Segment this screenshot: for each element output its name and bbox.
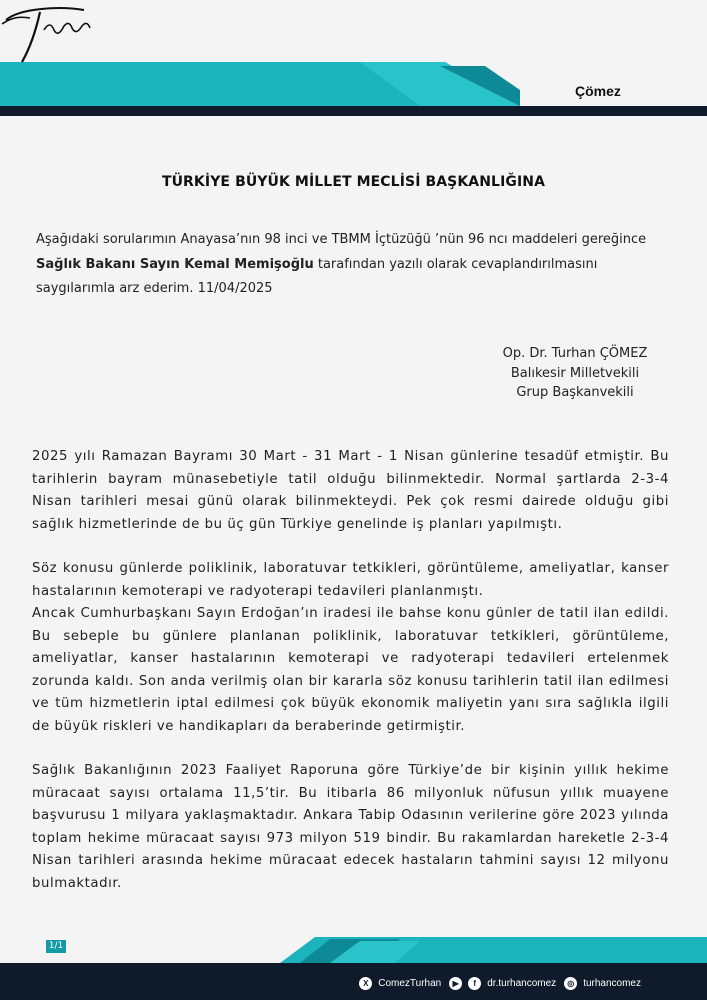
signature-role-1: Balıkesir Milletvekili [510, 365, 640, 381]
letterhead-header [0, 0, 707, 120]
x-handle[interactable]: ComezTurhan [378, 977, 442, 989]
signature-block [460, 344, 690, 403]
social-links [359, 975, 643, 991]
x-icon[interactable]: X [359, 977, 372, 990]
intro-text-after: tarafından yazılı olarak cevaplandırılmasını saygılarımla arz ederim. 11/04/2025 [36, 256, 598, 296]
instagram-handle[interactable]: turhancomez [583, 977, 641, 989]
body-paragraph-1 [32, 446, 669, 536]
signature-logo [0, 0, 100, 64]
youtube-icon[interactable]: ▶ [449, 977, 462, 990]
instagram-icon[interactable]: ◎ [564, 977, 577, 990]
paragraph-text: Söz konusu günlerde poliklinik, laboratuvar tetkikleri, görüntüleme, ameliyatlar, kanser hastalarının kemoterapi ve radyoterapi tedavileri planlanmıştı. [32, 561, 669, 599]
paragraph-text: 2025 yılı Ramazan Bayramı 30 Mart - 31 Mart - 1 Nisan günlerine tesadüf etmiştir. Bu tarihlerin bayram münasebetiyle tatil olduğu bilinmektedir. Normal şartlarda 2-3-4 Nisan tarihleri mesai günü olarak bilinmekteydi. Pek çok resmi dairede olduğu gibi sağlık hizmetlerinde de bu üç gün Türkiye genelinde iş planları yapılmıştı. [32, 449, 669, 532]
paragraph-text: Ancak Cumhurbaşkanı Sayın Erdoğan’ın iradesi ile bahse konu günler de tatil ilan edildi. Bu sebeple bu günlere planlanan poliklinik, laboratuvar tetkikleri, görüntüleme, ameliyatlar, kanser hastalarının kemoterapi ve radyoterapi tedavileri ertelenmek zorunda kaldı. Son anda verilmiş olan bir kararla söz konusu tarihlerin tatil ilan edilmesi ve tüm hizmetlerin iptal edilmesi çok büyük ekonomik maliyetin yanı sıra sağlıkla ilgili de büyük riskleri ve handikapları da beraberinde getirmiştir. [32, 606, 669, 734]
website-link[interactable]: dr.turhancomez [487, 977, 557, 989]
body-paragraph-2 [32, 558, 669, 738]
document-title: TÜRKİYE BÜYÜK MİLLET MECLİSİ BAŞKANLIĞINA [161, 174, 546, 190]
paragraph-text: Sağlık Bakanlığının 2023 Faaliyet Raporuna göre Türkiye’de bir kişinin yıllık hekime müracaat sayısı ortalama 11,5’tir. Bu itibarla 86 milyonluk nüfusun yıllık muayene başvurusu 1 milyara yaklaşmaktadır. Ankara Tabip Odasının verilerine göre 2023 yılında toplam hekime müracaat sayısı 973 milyon 519 bindir. Bu rakamlardan hareketle 2-3-4 Nisan tarihleri arasında hekime müracaat edecek hastaların tahmini sayısı 12 milyonu bulmaktadır. [32, 763, 669, 891]
facebook-icon[interactable]: f [468, 977, 481, 990]
intro-paragraph [36, 228, 672, 302]
logo-name: Çömez [575, 83, 621, 99]
body-paragraph-3 [32, 760, 669, 895]
intro-text-before: Aşağıdaki sorularımın Anayasa’nın 98 inci ve TBMM İçtüzüğü ’nün 96 ncı maddeleri gereğince [36, 232, 647, 247]
signature-name: Op. Dr. Turhan ÇÖMEZ [502, 346, 648, 361]
intro-minister-name: Sağlık Bakanı Sayın Kemal Memişoğlu [36, 256, 314, 272]
page-number: 1/1 [46, 940, 66, 953]
signature-role-2: Grup Başkanvekili [516, 385, 634, 400]
header-waves [0, 0, 707, 120]
